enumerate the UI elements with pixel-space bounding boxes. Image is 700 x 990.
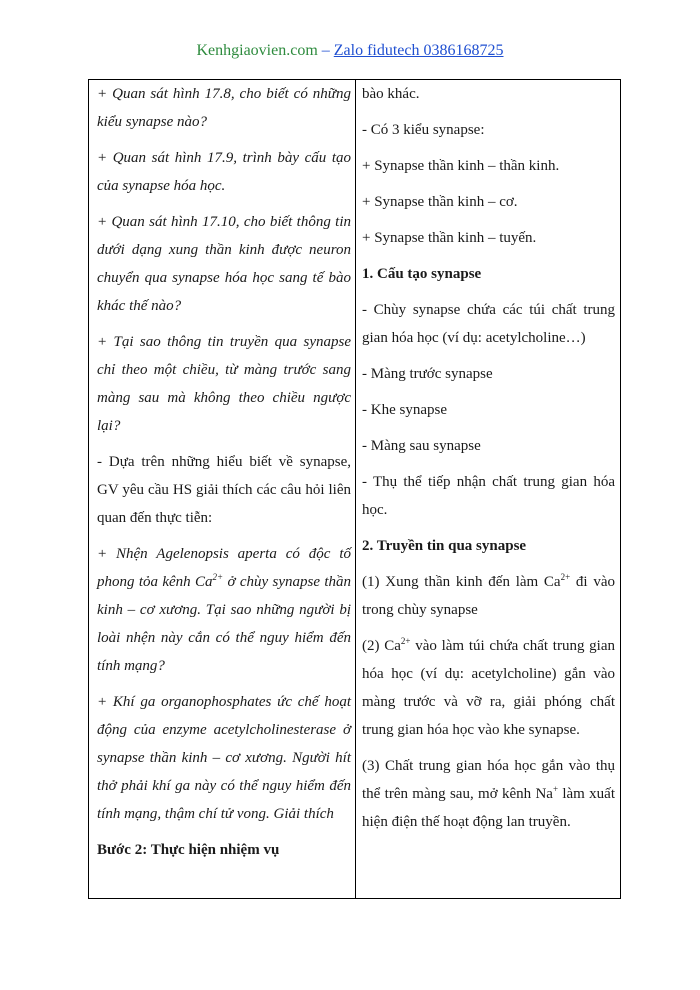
step-1-sup: 2+ xyxy=(560,572,571,582)
question-spider-sup: 2+ xyxy=(212,572,224,582)
transmission-step-3 xyxy=(362,752,615,836)
step-2-heading: Bước 2: Thực hiện nhiệm vụ xyxy=(97,842,280,858)
question-spider xyxy=(97,540,351,680)
right-column xyxy=(362,80,615,844)
left-column xyxy=(97,80,351,872)
content-table xyxy=(88,79,621,899)
page-header xyxy=(0,42,700,60)
answer-continuation: bào khác. xyxy=(362,86,420,102)
question-spider-part1: + Nhện Agelenopsis aperta có độc tố phong tỏa kênh Ca xyxy=(97,546,351,590)
structure-item-1: - Chùy synapse chứa các túi chất trung gian hóa học (ví dụ: acetylcholine…) xyxy=(362,302,615,346)
step-3-sup: + xyxy=(552,784,559,794)
question-spider-part2: ở chùy synapse thần kinh – cơ xương. Tại sao những người bị loài nhện này cắn có thể nguy hiểm đến tính mạng? xyxy=(97,574,351,674)
structure-heading: 1. Cấu tạo synapse xyxy=(362,266,482,282)
transmission-heading: 2. Truyền tin qua synapse xyxy=(362,538,527,554)
structure-item-2: - Màng trước synapse xyxy=(362,366,493,382)
synapse-type-3: + Synapse thần kinh – tuyến. xyxy=(362,230,537,246)
transmission-step-1 xyxy=(362,568,615,624)
step-2-part1: (2) Ca xyxy=(362,638,401,654)
question-2: + Quan sát hình 17.9, trình bày cấu tạo của synapse hóa học. xyxy=(97,150,351,194)
header-zalo-link[interactable]: Zalo fidutech 0386168725 xyxy=(333,42,504,59)
step-2-sup: 2+ xyxy=(400,636,411,646)
step-2-part2: vào làm túi chứa chất trung gian hóa học (ví dụ: acetylcholine) gắn vào màng trước và vỡ ra, giải phóng chất trung gian hóa học vào khe synapse. xyxy=(362,638,615,738)
teacher-instruction: - Dựa trên những hiểu biết về synapse, GV yêu cầu HS giải thích các câu hỏi liên quan đến thực tiễn: xyxy=(97,454,351,526)
transmission-step-2 xyxy=(362,632,615,744)
step-1-part1: (1) Xung thần kinh đến làm Ca xyxy=(362,574,561,590)
step-3-part1: (3) Chất trung gian hóa học gắn vào thụ thể trên màng sau, mở kênh Na xyxy=(362,758,615,802)
structure-item-5: - Thụ thể tiếp nhận chất trung gian hóa học. xyxy=(362,474,615,518)
question-1: + Quan sát hình 17.8, cho biết có những kiểu synapse nào? xyxy=(97,86,351,130)
synapse-type-2: + Synapse thần kinh – cơ. xyxy=(362,194,518,210)
question-4: + Tại sao thông tin truyền qua synapse chỉ theo một chiều, từ màng trước sang màng sau mà không theo chiều ngược lại? xyxy=(97,334,351,434)
synapse-types-intro: - Có 3 kiểu synapse: xyxy=(362,122,485,138)
structure-item-3: - Khe synapse xyxy=(362,402,447,418)
column-divider xyxy=(355,80,356,898)
question-3: + Quan sát hình 17.10, cho biết thông tin dưới dạng xung thần kinh được neuron chuyển qua synapse hóa học sang tế bào khác thế nào? xyxy=(97,214,351,314)
step-3-part2: làm xuất hiện điện thế hoạt động lan truyền. xyxy=(362,786,615,830)
step-1-part2: đi vào trong chùy synapse xyxy=(362,574,615,618)
header-site-link[interactable]: Kenhgiaovien.com xyxy=(196,42,318,59)
structure-item-4: - Màng sau synapse xyxy=(362,438,481,454)
question-gas: + Khí ga organophosphates ức chế hoạt động của enzyme acetylcholinesterase ở synapse thần kinh – cơ xương. Người hít thở phải khí ga này có thể nguy hiểm đến tính mạng, thậm chí tử vong. Giải thích xyxy=(97,694,351,822)
synapse-type-1: + Synapse thần kinh – thần kinh. xyxy=(362,158,560,174)
header-sep: – xyxy=(317,42,334,59)
